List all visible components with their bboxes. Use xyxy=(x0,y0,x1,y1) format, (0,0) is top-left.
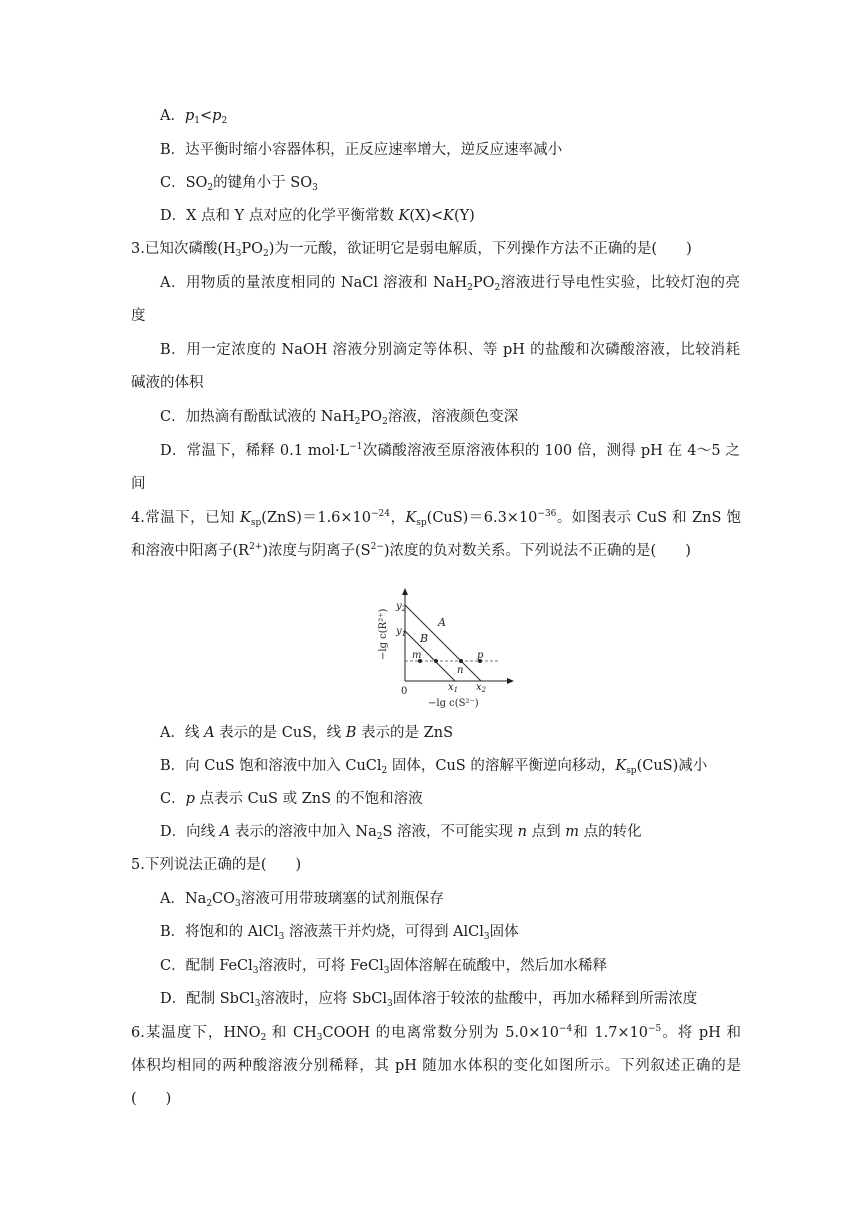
label-b: B xyxy=(420,632,429,645)
q3-stem: 3.已知次磷酸$(H_3PO_2)$为一元酸，欲证明它是弱电解质，下列操作方法不正确的是( ) xyxy=(131,241,692,259)
q2-option-a: A．$p_1<p_2$ xyxy=(160,108,228,126)
x-axis-title: −lg c(S²⁻) xyxy=(428,698,479,708)
q5-option-a: A．$Na_2CO_3$溶液可用带玻璃塞的试剂瓶保存 xyxy=(160,891,444,909)
q4-option-b: B．向 CuS 饱和溶液中加入 CuCl$_2$ 固体，CuS 的溶解平衡逆向移动，$K_{sp}(CuS)$减小 xyxy=(160,758,708,776)
q3-option-c: C．加热滴有酚酞试液的 $NaH_2PO_2$溶液，溶液颜色变深 xyxy=(160,409,519,427)
q5-option-c: C．配制 FeCl$_3$溶液时，可将 FeCl$_3$固体溶解在硫酸中，然后加水稀释 xyxy=(160,958,607,976)
label-a: A xyxy=(438,616,446,629)
label-p: p xyxy=(477,650,484,661)
origin-label: 0 xyxy=(401,686,408,697)
y-axis-title: −lg c(R²⁺) xyxy=(378,608,389,660)
tick-x2: $x_2$ xyxy=(476,682,487,694)
x-axis-arrow xyxy=(507,678,514,684)
q6-stem-cont: 体积均相同的两种酸溶液分别稀释，其 pH 随加水体积的变化如图所示。下列叙述正确的是 xyxy=(131,1058,741,1074)
tick-y2: $y_2$ xyxy=(396,601,407,613)
point-n-dot xyxy=(434,659,438,663)
tick-x1: $x_1$ xyxy=(448,682,459,694)
q4-stem-cont: 和溶液中阳离子$(R^{2+})$浓度与阴离子$(S^{2-})$浓度的负对数关系。下列说法不正确的是( ) xyxy=(131,542,691,559)
q4-stem: 4.常温下，已知 $K_{sp}(ZnS)=1.6\times 10^{-24}$，$K_{sp}(CuS)=6.3\times 10^{-36}$。如图表示 CuS 和 ZnS 饱 xyxy=(131,509,742,528)
q6-stem: 6.某温度下，$HNO_2$ 和 $CH_3COOH$ 的电离常数分别为 $5.0\times 10^{-4}$和 $1.7\times 10^{-5}$。将 pH 和 xyxy=(131,1024,741,1043)
q5-option-b: B．将饱和的 AlCl$_3$ 溶液蒸干并灼烧，可得到 AlCl$_3$固体 xyxy=(160,924,519,942)
q3-option-b-cont: 碱液的体积 xyxy=(131,375,204,391)
q3-option-b: B．用一定浓度的 NaOH 溶液分别滴定等体积、等 pH 的盐酸和次磷酸溶液，比较消耗 xyxy=(160,342,740,358)
q6-stem-answer-paren: ( ) xyxy=(131,1091,172,1107)
q3-option-d-cont: 间 xyxy=(131,476,146,492)
q4-option-d: D．向线 A 表示的溶液中加入 $Na_2S$ 溶液，不可能实现 n 点到 m 点的转化 xyxy=(160,824,642,842)
q2-option-b: B．达平衡时缩小容器体积，正反应速率增大，逆反应速率减小 xyxy=(160,142,563,158)
y-axis-arrow xyxy=(402,588,408,595)
label-n: n xyxy=(457,665,464,676)
q4-option-c: C．p 点表示 CuS 或 ZnS 的不饱和溶液 xyxy=(160,791,423,807)
q2-option-d: D．X 点和 Y 点对应的化学平衡常数 K(X)<K(Y) xyxy=(160,208,475,224)
q4-option-a: A．线 A 表示的是 CuS，线 B 表示的是 ZnS xyxy=(160,725,454,741)
q3-option-a-cont: 度 xyxy=(131,308,146,324)
point-n-on-a-dot xyxy=(459,659,463,663)
q5-option-d: D．配制 SbCl$_3$溶液时，应将 SbCl$_3$固体溶于较浓的盐酸中，再加水稀释到所需浓度 xyxy=(160,991,698,1009)
q2-option-c: C．$SO_2$的键角小于 $SO_3$ xyxy=(160,175,318,193)
q5-stem: 5.下列说法正确的是( ) xyxy=(131,857,302,873)
tick-y1: $y_1$ xyxy=(396,626,407,638)
q3-option-a: A．用物质的量浓度相同的 NaCl 溶液和 $NaH_2PO_2$溶液进行导电性实验，比较灯泡的亮 xyxy=(160,275,740,293)
q3-option-d: D．常温下，稀释 0.1 $mol\cdot L^{-1}$次磷酸溶液至原溶液体积的 100 倍，测得 pH 在 4～5 之 xyxy=(160,442,740,459)
label-m: m xyxy=(412,650,422,661)
ksp-line-figure xyxy=(370,586,520,708)
